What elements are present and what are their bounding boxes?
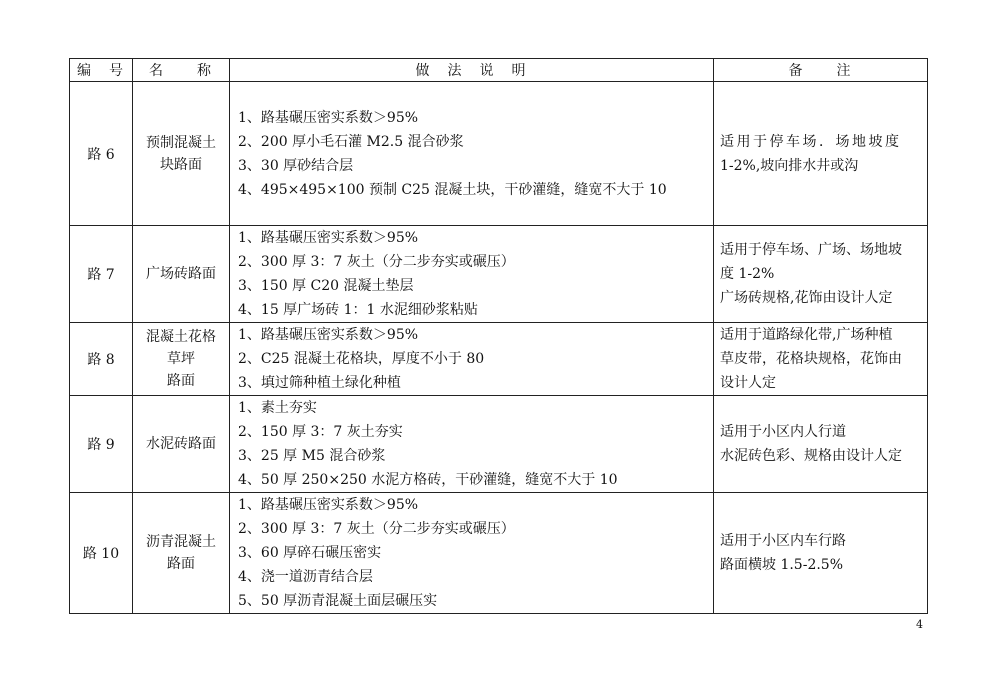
header-remark: 备 注 [714,59,928,82]
row-code: 路 6 [70,82,133,226]
row-name-line: 块路面 [160,156,202,173]
row-name-line: 水泥砖路面 [146,436,216,452]
row-name [133,396,230,493]
remark-line: 适用于停车场、广场、场地坡 [720,242,902,258]
row-remark [714,396,928,493]
remark-line: 适用于小区内车行路 [720,533,846,549]
header-row [70,59,928,82]
method-step: 2、300 厚 3：7 灰土（分二步夯实或碾压） [238,254,515,270]
remark-line: 广场砖规格,花饰由设计人定 [720,290,893,306]
row-code: 路 9 [70,396,133,493]
method-step: 2、C25 混凝土花格块，厚度不小于 80 [238,351,485,367]
header-method: 做 法 说 明 [230,59,714,82]
table-row [70,493,928,614]
remark-line: 1-2%,坡向排水井或沟 [720,157,859,174]
method-step: 3、150 厚 C20 混凝土垫层 [238,278,414,294]
method-step: 4、50 厚 250×250 水泥方格砖，干砂灌缝，缝宽不大于 10 [238,472,618,488]
row-remark [714,226,928,323]
row-method [230,226,714,323]
remark-line: 路面横坡 1.5-2.5% [720,557,844,573]
method-step: 4、浇一道沥青结合层 [238,569,373,585]
remark-line: 适用于停车场．场地坡度 [720,133,902,150]
remark-line: 适用于道路绿化带,广场种植 [720,327,893,343]
method-step: 4、15 厚广场砖 1：1 水泥细砂浆粘贴 [238,302,478,318]
method-step: 1、路基碾压密实系数＞95% [238,109,419,126]
table-row [70,226,928,323]
table-row [70,82,928,226]
method-step: 3、填过筛种植土绿化种植 [238,375,401,391]
row-name-line: 沥青混凝土 [146,534,216,550]
method-step: 2、200 厚小毛石灌 M2.5 混合砂浆 [238,133,464,150]
method-step: 3、60 厚碎石碾压密实 [238,545,382,561]
row-remark [714,323,928,396]
row-remark [714,493,928,614]
method-step: 1、路基碾压密实系数＞95% [238,230,419,246]
row-name [133,226,230,323]
remark-line: 草皮带，花格块规格，花饰由 [720,351,902,367]
row-name-line: 路面 [167,556,195,572]
row-name [133,323,230,396]
method-step: 1、路基碾压密实系数＞95% [238,327,419,343]
row-code: 路 10 [70,493,133,614]
method-step: 5、50 厚沥青混凝土面层碾压实 [238,593,438,609]
page-number: 4 [916,618,923,631]
row-code: 路 7 [70,226,133,323]
row-name-line: 路面 [167,373,195,389]
method-step: 2、300 厚 3：7 灰土（分二步夯实或碾压） [238,521,515,537]
row-method [230,82,714,226]
method-step: 4、495×495×100 预制 C25 混凝土块，干砂灌缝，缝宽不大于 10 [238,181,667,198]
header-name: 名 称 [133,59,230,82]
method-step: 2、150 厚 3：7 灰土夯实 [238,424,403,440]
row-name [133,82,230,226]
row-name-line: 广场砖路面 [146,266,216,282]
method-step: 1、路基碾压密实系数＞95% [238,497,419,513]
row-method [230,396,714,493]
row-name-line: 草坪 [167,351,195,367]
remark-line: 度 1-2% [720,266,775,282]
header-code: 编 号 [70,59,133,82]
method-step: 3、30 厚砂结合层 [238,157,354,174]
row-method [230,323,714,396]
row-name-line: 预制混凝土 [146,134,216,151]
row-name-line: 混凝土花格 [146,329,216,345]
remark-line: 设计人定 [720,375,776,391]
row-remark [714,82,928,226]
row-code: 路 8 [70,323,133,396]
row-name [133,493,230,614]
remark-line: 水泥砖色彩、规格由设计人定 [720,448,902,464]
row-method [230,493,714,614]
method-step: 3、25 厚 M5 混合砂浆 [238,448,386,464]
method-step: 1、素土夯实 [238,400,317,416]
table-row [70,396,928,493]
remark-line: 适用于小区内人行道 [720,424,846,440]
pavement-spec-table [69,58,928,614]
table-row [70,323,928,396]
